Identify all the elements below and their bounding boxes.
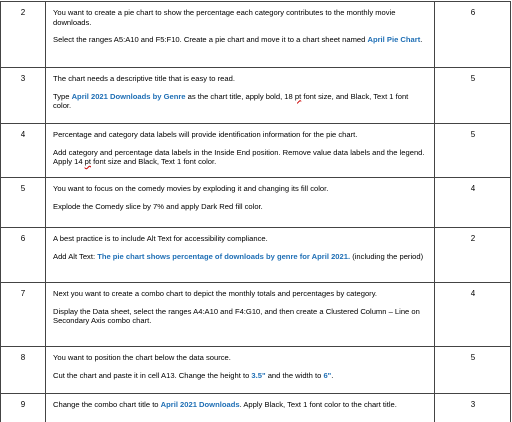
step-description bbox=[46, 394, 435, 422]
highlight-text: The pie chart shows percentage of downloads by genre for April 2021. bbox=[97, 251, 351, 261]
step-number: 4 bbox=[1, 124, 46, 177]
step-points: 5 bbox=[470, 74, 476, 83]
highlight-text: April Pie Chart bbox=[367, 35, 421, 45]
step-instruction: Display the Data sheet, select the ranges A4:A10 and F4:G10, and then create a Clustered Column – Line on Secondary Axis combo chart. bbox=[53, 306, 420, 326]
table-row bbox=[0, 68, 511, 124]
step-points: 3 bbox=[470, 400, 476, 409]
step-instruction: Change the combo chart title to April 2021 Downloads. Apply Black, Text 1 font color to the chart title. bbox=[53, 400, 397, 409]
step-description bbox=[46, 347, 435, 393]
step-points: 4 bbox=[470, 289, 476, 298]
table-row bbox=[0, 394, 511, 422]
step-context: You want to create a pie chart to show the percentage each category contributes to the monthly movie downloads. bbox=[53, 8, 396, 27]
table-row bbox=[0, 283, 511, 347]
step-context: The chart needs a descriptive title that is easy to read. bbox=[53, 74, 235, 83]
table-row bbox=[0, 228, 511, 283]
step-number: 6 bbox=[1, 228, 46, 282]
step-points: 5 bbox=[470, 353, 476, 362]
step-number: 3 bbox=[1, 68, 46, 123]
step-context: You want to focus on the comedy movies by exploding it and changing its fill color. bbox=[53, 184, 329, 193]
highlight-text: 3.5" bbox=[251, 370, 266, 380]
step-context: Percentage and category data labels will provide identification information for the pie chart. bbox=[53, 130, 358, 139]
highlight-text: April 2021 Downloads bbox=[160, 400, 240, 409]
step-context: Next you want to create a combo chart to depict the monthly totals and percentages by category. bbox=[53, 289, 378, 298]
step-points: 2 bbox=[470, 234, 476, 243]
step-description bbox=[46, 2, 435, 67]
step-description bbox=[46, 124, 435, 177]
step-number: 7 bbox=[1, 283, 46, 346]
step-instruction: Explode the Comedy slice by 7% and apply Dark Red fill color. bbox=[53, 201, 263, 211]
step-instruction: Add category and percentage data labels in the Inside End position. Remove value data labels and the legend. Apply 14 pt font size and Black, Text 1 font color. bbox=[53, 147, 425, 167]
step-description bbox=[46, 178, 435, 227]
step-context: You want to position the chart below the data source. bbox=[53, 353, 231, 362]
step-description bbox=[46, 228, 435, 282]
step-number: 8 bbox=[1, 347, 46, 393]
step-instruction: Add Alt Text: The pie chart shows percentage of downloads by genre for April 2021. (including the period) bbox=[53, 251, 424, 261]
step-instruction: Select the ranges A5:A10 and F5:F10. Create a pie chart and move it to a chart sheet named April Pie Chart. bbox=[53, 35, 423, 45]
step-number: 9 bbox=[1, 394, 46, 422]
step-description bbox=[46, 283, 435, 346]
highlight-text: April 2021 Downloads by Genre bbox=[71, 91, 186, 101]
step-points: 6 bbox=[470, 8, 476, 17]
table-row bbox=[0, 1, 511, 68]
step-number: 5 bbox=[1, 178, 46, 227]
step-context: A best practice is to include Alt Text for accessibility compliance. bbox=[53, 234, 268, 243]
highlight-text: 6" bbox=[323, 370, 332, 380]
step-points: 5 bbox=[470, 130, 476, 139]
spellcheck-word: pt bbox=[84, 157, 92, 167]
step-number: 2 bbox=[1, 2, 46, 67]
step-points: 4 bbox=[470, 184, 476, 193]
spellcheck-word: pt bbox=[294, 91, 302, 101]
table-row bbox=[0, 178, 511, 228]
table-row bbox=[0, 124, 511, 178]
table-row bbox=[0, 347, 511, 394]
step-instruction: Type April 2021 Downloads by Genre as the chart title, apply bold, 18 pt font size, and Black, Text 1 font color. bbox=[53, 91, 409, 111]
step-instruction: Cut the chart and paste it in cell A13. Change the height to 3.5" and the width to 6". bbox=[53, 370, 334, 380]
step-description bbox=[46, 68, 435, 123]
